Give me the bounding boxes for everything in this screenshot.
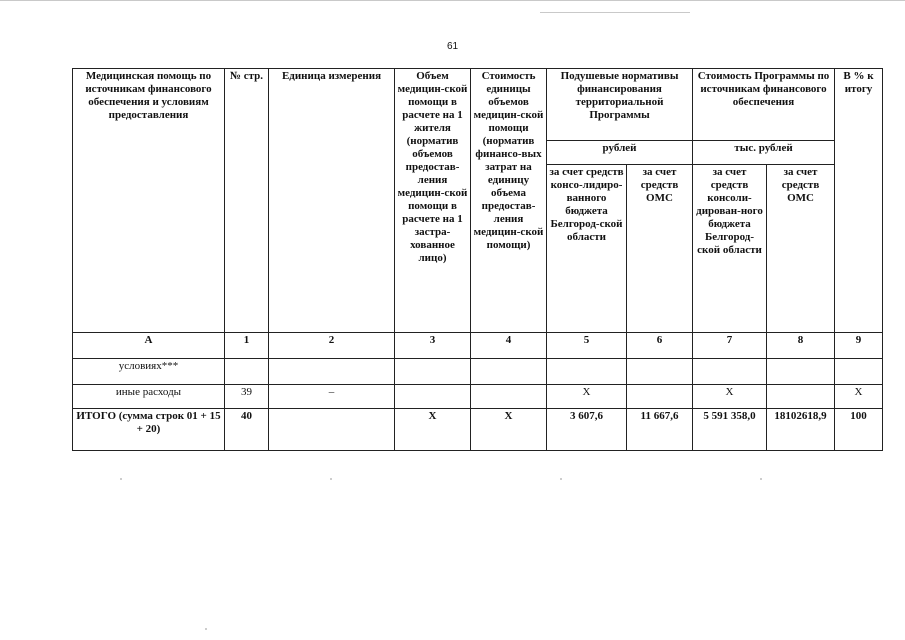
table-row	[73, 385, 883, 409]
index-cell: 1	[225, 333, 269, 359]
scan-artifact-line	[540, 12, 690, 13]
header-sub-oms-6: за счет средств ОМС	[627, 165, 693, 333]
row-number: 39	[225, 385, 269, 409]
row-col5: 3 607,6	[547, 409, 627, 451]
header-sub-budget-7: за счет средств консоли-дирован-ного бюджета Белгород-ской области	[693, 165, 767, 333]
header-sub-budget-5: за счет средств консо-лидиро-ванного бюджета Белгород-ской области	[547, 165, 627, 333]
index-cell: А	[73, 333, 225, 359]
row-unit	[269, 359, 395, 385]
row-volume	[395, 385, 471, 409]
page-number: 61	[446, 41, 459, 52]
row-col9: X	[835, 385, 883, 409]
header-volume: Объем медицин-ской помощи в расчете на 1 жителя (норматив объемов предостав-ления медицин-ской помощи в расчете на 1 застра-хованное лицо)	[395, 69, 471, 333]
index-row	[73, 333, 883, 359]
row-col5: X	[547, 385, 627, 409]
row-col6: 11 667,6	[627, 409, 693, 451]
row-cost	[471, 359, 547, 385]
row-col8	[767, 385, 835, 409]
scan-artifact-dot	[120, 478, 122, 480]
row-unit: –	[269, 385, 395, 409]
index-cell: 5	[547, 333, 627, 359]
scan-artifact-dot	[330, 478, 332, 480]
row-cost	[471, 385, 547, 409]
row-number	[225, 359, 269, 385]
index-cell: 8	[767, 333, 835, 359]
header-program-cost: Стоимость Программы по источникам финансового обеспечения	[693, 69, 835, 141]
table-row-total	[73, 409, 883, 451]
row-cost: X	[471, 409, 547, 451]
row-col9	[835, 359, 883, 385]
header-percent: В % к итогу	[835, 69, 883, 333]
scan-artifact-line	[0, 0, 905, 1]
row-col7	[693, 359, 767, 385]
row-number: 40	[225, 409, 269, 451]
index-cell: 9	[835, 333, 883, 359]
scan-artifact-dot	[205, 628, 207, 630]
row-name: иные расходы	[73, 385, 225, 409]
financing-table	[72, 68, 883, 451]
table-row	[73, 359, 883, 385]
row-volume	[395, 359, 471, 385]
row-col8: 18102618,9	[767, 409, 835, 451]
index-cell: 4	[471, 333, 547, 359]
row-col5	[547, 359, 627, 385]
row-name: условиях***	[73, 359, 225, 385]
header-unit-cost: Стоимость единицы объемов медицин-ской помощи (норматив финансо-вых затрат на единицу объема предостав-ления медицин-ской помощи)	[471, 69, 547, 333]
row-col8	[767, 359, 835, 385]
index-cell: 7	[693, 333, 767, 359]
index-cell: 6	[627, 333, 693, 359]
index-cell: 2	[269, 333, 395, 359]
scan-artifact-dot	[760, 478, 762, 480]
index-cell: 3	[395, 333, 471, 359]
row-volume: X	[395, 409, 471, 451]
row-unit	[269, 409, 395, 451]
header-unit-rubles: рублей	[547, 141, 693, 165]
row-col9: 100	[835, 409, 883, 451]
header-medical-help: Медицинская помощь по источникам финансового обеспечения и условиям предоставления	[73, 69, 225, 333]
header-row-number: № стр.	[225, 69, 269, 333]
row-col7: 5 591 358,0	[693, 409, 767, 451]
row-col7: X	[693, 385, 767, 409]
row-col6	[627, 385, 693, 409]
row-name: ИТОГО (сумма строк 01 + 15 + 20)	[73, 409, 225, 451]
header-unit-thousand-rubles: тыс. рублей	[693, 141, 835, 165]
header-unit: Единица измерения	[269, 69, 395, 333]
header-sub-oms-8: за счет средств ОМС	[767, 165, 835, 333]
header-per-capita: Подушевые нормативы финансирования территориальной Программы	[547, 69, 693, 141]
row-col6	[627, 359, 693, 385]
scan-artifact-dot	[560, 478, 562, 480]
